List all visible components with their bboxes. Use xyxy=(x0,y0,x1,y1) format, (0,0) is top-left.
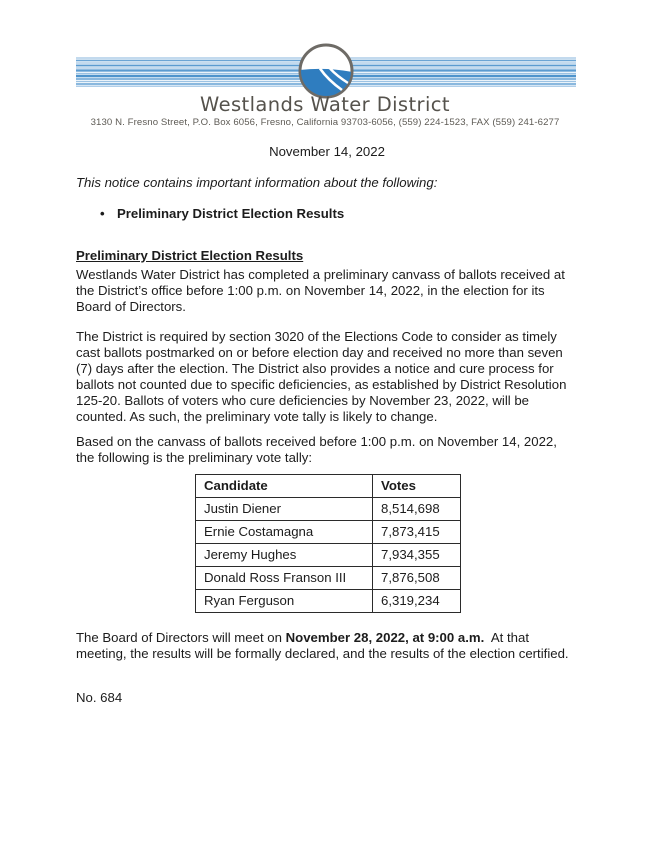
results-table-body xyxy=(196,498,461,613)
table-row xyxy=(196,590,461,613)
paragraph-canvass: Westlands Water District has completed a preliminary canvass of ballots received at the District’s office before 1:00 p.m. on November 14, 2022, in the election for its Board of Directors. xyxy=(76,267,565,314)
list-item xyxy=(76,206,578,222)
votes-cell: 7,873,415 xyxy=(373,521,461,544)
table-row xyxy=(196,498,461,521)
votes-cell: 6,319,234 xyxy=(373,590,461,613)
results-table-header xyxy=(196,475,461,498)
date-line: November 14, 2022 xyxy=(269,144,385,159)
votes-cell: 7,876,508 xyxy=(373,567,461,590)
votes-column-header: Votes xyxy=(373,475,461,498)
org-name: Westlands Water District xyxy=(200,93,450,116)
table-row xyxy=(196,521,461,544)
table-header-row xyxy=(196,475,461,498)
candidate-column-header: Candidate xyxy=(196,475,373,498)
candidate-cell: Ernie Costamagna xyxy=(196,521,373,544)
paragraph-tally-intro: Based on the canvass of ballots received before 1:00 p.m. on November 14, 2022, the following is the preliminary vote tally: xyxy=(76,434,557,465)
paragraph-elections-code: The District is required by section 3020 of the Elections Code to consider as timely cast ballots postmarked on or before election day and received no more than seven (7) days after the election. The District also provides a notice and cure process for ballots not counted due to specific deficiencies, as established by District Resolution 125-20. Ballots of voters who cure deficiencies by November 23, 2022, will be counted. As such, the preliminary vote tally is likely to change. xyxy=(76,329,567,424)
results-table xyxy=(195,474,461,613)
intro-line: This notice contains important information about the following: xyxy=(76,175,438,190)
candidate-cell: Jeremy Hughes xyxy=(196,544,373,567)
closing-text-after: At that meeting, the results will be formally declared, and the results of the election certified. xyxy=(76,630,569,661)
org-address: 3130 N. Fresno Street, P.O. Box 6056, Fresno, California 93703-6056, (559) 224-1523, FAX (559) 241-6277 xyxy=(90,117,560,128)
paragraph-board-meeting xyxy=(76,630,578,662)
section-heading: Preliminary District Election Results xyxy=(76,248,304,263)
letterhead xyxy=(0,0,650,135)
bullet-list xyxy=(76,206,578,222)
bullet-icon: • xyxy=(100,206,105,221)
document-number: No. 684 xyxy=(76,690,123,705)
closing-text-before: The Board of Directors will meet on xyxy=(76,630,286,645)
closing-meeting-datetime: November 28, 2022, at 9:00 a.m. xyxy=(285,630,485,645)
votes-cell: 7,934,355 xyxy=(373,544,461,567)
bullet-label: Preliminary District Election Results xyxy=(117,206,345,221)
water-wave-circle-logo-icon xyxy=(297,42,355,100)
letter-body xyxy=(76,144,578,706)
table-row xyxy=(196,567,461,590)
table-row xyxy=(196,544,461,567)
votes-cell: 8,514,698 xyxy=(373,498,461,521)
candidate-cell: Ryan Ferguson xyxy=(196,590,373,613)
candidate-cell: Donald Ross Franson III xyxy=(196,567,373,590)
candidate-cell: Justin Diener xyxy=(196,498,373,521)
